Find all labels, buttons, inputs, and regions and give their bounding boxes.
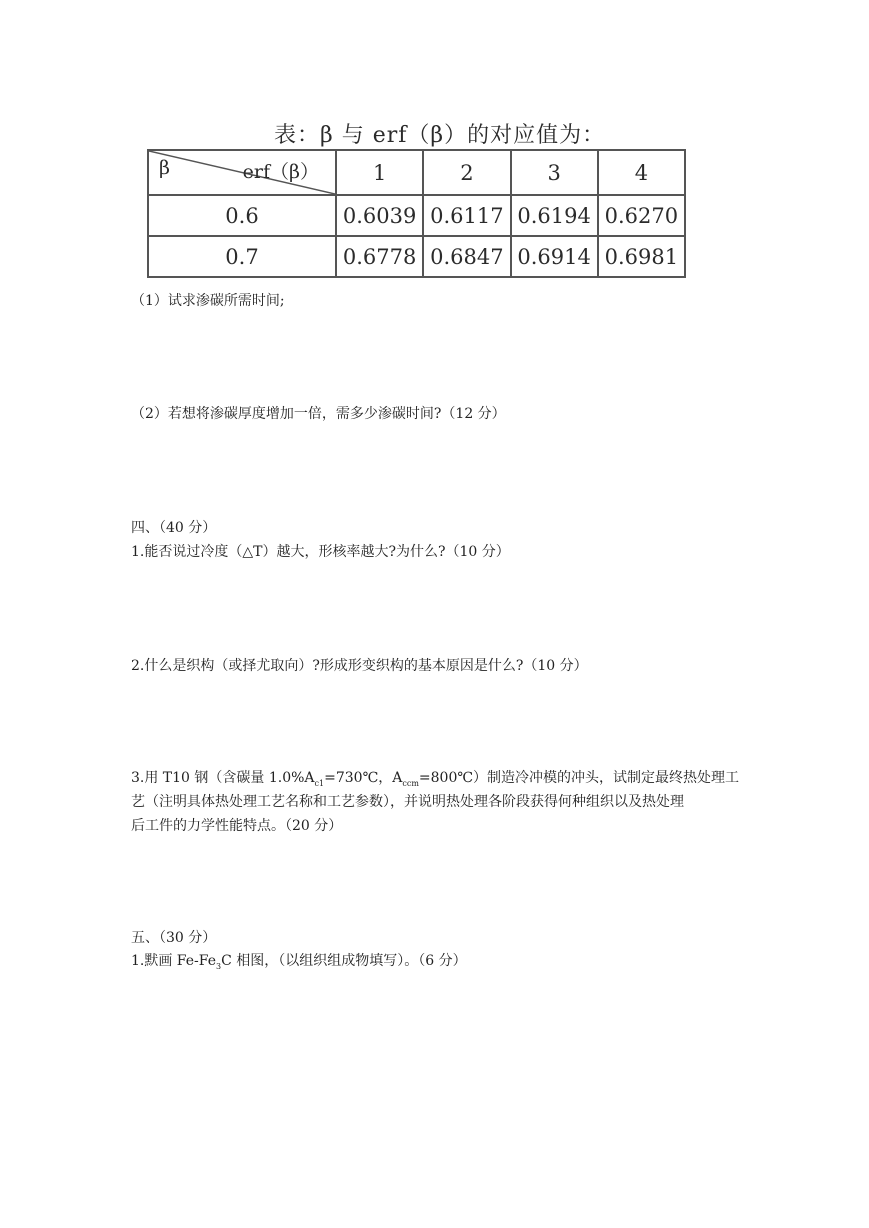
table-cell: 0.6194	[511, 195, 598, 236]
q5-1-text: 1.默画 Fe-Fe	[131, 953, 217, 969]
table-cell: 0.6270	[598, 195, 685, 236]
table-caption: 表：β 与 erf（β）的对应值为：	[274, 123, 606, 148]
question-4-3-line3: 后工件的力学性能特点。（20 分）	[131, 818, 343, 834]
table-cell: 0.6914	[511, 236, 598, 277]
column-header: 1	[336, 150, 423, 195]
table-cell: 0.6981	[598, 236, 685, 277]
table-row	[148, 236, 685, 277]
q4-3-text: 3.用 T10 钢（含碳量 1.0%A	[131, 770, 315, 786]
section-5-heading: 五、（30 分）	[131, 930, 217, 946]
subscript: 3	[216, 961, 222, 971]
corner-row-label: β	[159, 157, 170, 179]
subscript: c1	[314, 778, 325, 788]
q4-3-text: =800℃）制造冷冲模的冲头，试制定最终热处理工	[418, 770, 740, 786]
question-4-3-line1	[131, 767, 739, 788]
row-beta-value: 0.7	[148, 236, 336, 277]
q5-1-text: C 相图，（以组织组成物填写）。（6 分）	[221, 953, 467, 969]
question-3-2: （2）若想将渗碳厚度增加一倍，需多少渗碳时间?（12 分）	[131, 406, 506, 422]
question-4-3-line2: 艺（注明具体热处理工艺名称和工艺参数），并说明热处理各阶段获得何种组织以及热处理	[131, 794, 684, 810]
question-4-1: 1.能否说过冷度（△T）越大，形核率越大?为什么?（10 分）	[131, 544, 510, 560]
column-header: 4	[598, 150, 685, 195]
subscript: ccm	[402, 778, 419, 788]
question-3-1: （1）试求渗碳所需时间;	[131, 293, 285, 309]
table-cell: 0.6778	[336, 236, 423, 277]
row-beta-value: 0.6	[148, 195, 336, 236]
table-corner-cell	[148, 150, 336, 195]
question-5-1	[131, 950, 467, 971]
table-cell: 0.6847	[423, 236, 510, 277]
corner-col-label: erf（β）	[242, 161, 319, 183]
column-header: 2	[423, 150, 510, 195]
erf-table	[147, 149, 686, 278]
table-cell: 0.6117	[423, 195, 510, 236]
section-4-heading: 四、（40 分）	[131, 520, 217, 536]
q4-3-text: =730℃，A	[324, 770, 403, 786]
table-header-row	[148, 150, 685, 195]
table-row	[148, 195, 685, 236]
table-cell: 0.6039	[336, 195, 423, 236]
question-4-2: 2.什么是织构（或择尤取向）?形成形变织构的基本原因是什么?（10 分）	[131, 658, 588, 674]
column-header: 3	[511, 150, 598, 195]
